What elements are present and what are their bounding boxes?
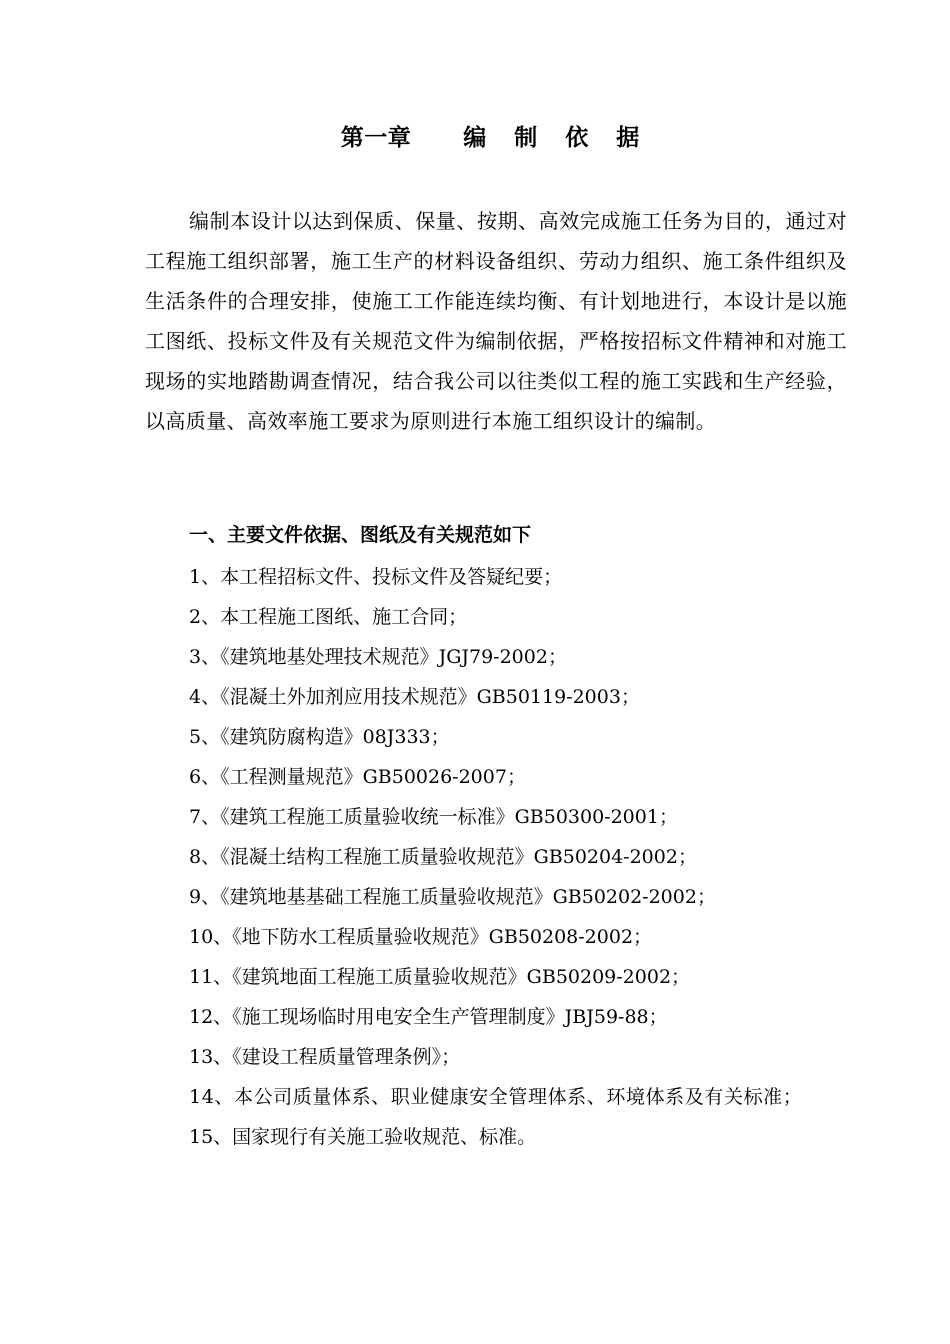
list-item: 2、本工程施工图纸、施工合同； <box>189 606 468 628</box>
list-item: 7、《建筑工程施工质量验收统一标准》GB50300-2001； <box>189 806 678 828</box>
list-item: 13、《建设工程质量管理条例》； <box>189 1046 461 1068</box>
list-item: 12、《施工现场临时用电安全生产管理制度》JBJ59-88； <box>189 1006 668 1028</box>
list-item: 5、《建筑防腐构造》08J333； <box>189 726 450 748</box>
list-item: 9、《建筑地基基础工程施工质量验收规范》GB50202-2002； <box>189 886 716 908</box>
list-item: 4、《混凝土外加剂应用技术规范》GB50119-2003； <box>189 686 640 708</box>
chapter-name: 编 制 依 据 <box>463 124 650 151</box>
list-item: 10、《地下防水工程质量验收规范》GB50208-2002； <box>189 926 653 948</box>
list-item: 11、《建筑地面工程施工质量验收规范》GB50209-2002； <box>189 966 691 988</box>
list-item: 6、《工程测量规范》GB50026-2007； <box>189 766 526 788</box>
intro-paragraph: 编制本设计以达到保质、保量、按期、高效完成施工任务为目的，通过对工程施工组织部署，施工生产的材料设备组织、劳动力组织、施工条件组织及生活条件的合理安排，使施工工作能连续均衡、有计划地进行，本设计是以施工图纸、投标文件及有关规范文件为编制依据，严格按招标文件精神和对施工现场的实地踏勘调查情况，结合我公司以往类似工程的施工实践和生产经验，以高质量、高效率施工要求为原则进行本施工组织设计的编制。 <box>145 209 847 433</box>
list-item: 14、本公司质量体系、职业健康安全管理体系、环境体系及有关标准； <box>189 1086 803 1108</box>
reference-list <box>145 557 847 1157</box>
chapter-number: 第一章 <box>340 124 412 151</box>
section-heading: 一、主要文件依据、图纸及有关规范如下 <box>189 524 532 546</box>
chapter-title <box>0 120 950 156</box>
list-item: 1、本工程招标文件、投标文件及答疑纪要； <box>189 566 563 588</box>
list-item: 3、《建筑地基处理技术规范》JGJ79-2002； <box>189 646 567 668</box>
list-item: 15、国家现行有关施工验收规范、标准。 <box>189 1126 537 1148</box>
list-item: 8、《混凝土结构工程施工质量验收规范》GB50204-2002； <box>189 846 697 868</box>
